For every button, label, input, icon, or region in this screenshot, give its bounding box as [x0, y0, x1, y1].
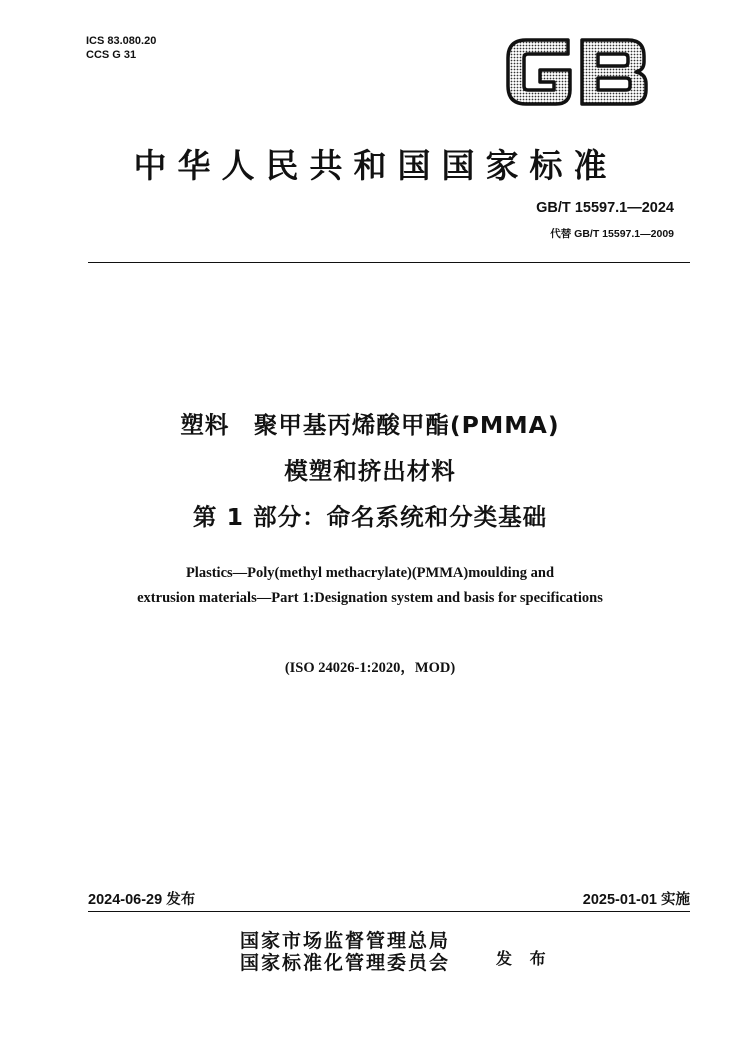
publish-label: 发 布: [496, 949, 552, 968]
iso-reference: (ISO 24026-1:2020，MOD): [284, 660, 456, 676]
issuing-authorities: [240, 930, 450, 974]
issuer-samr: 国家市场监督管理总局: [240, 930, 451, 952]
standard-number: GB/T 15597.1—2024: [536, 200, 674, 216]
implementation-date: 2025-01-01 实施: [582, 892, 690, 908]
footer-divider: [88, 911, 690, 912]
replaces-standard: 代替 GB/T 15597.1—2009: [550, 228, 674, 240]
gb-logo-icon: [498, 32, 654, 112]
chinese-title-line-3: 第 1 部分：命名系统和分类基础: [192, 503, 548, 531]
chinese-title-line-1: 塑料 聚甲基丙烯酸甲酯(PMMA): [180, 411, 560, 439]
chinese-title-line-2: 模塑和挤出材料: [284, 457, 456, 485]
issuer-sac: 国家标准化管理委员会: [240, 952, 451, 974]
english-title-line-2: extrusion materials—Part 1:Designation system and basis for specifications: [137, 590, 603, 606]
issue-date: 2024-06-29 发布: [88, 892, 196, 908]
ccs-code: CCS G 31: [86, 49, 137, 61]
ics-code: ICS 83.080.20: [86, 35, 157, 47]
english-title-line-1: Plastics—Poly(methyl methacrylate)(PMMA)moulding and: [185, 565, 555, 581]
header-divider: [88, 262, 690, 263]
classification-codes: [86, 34, 156, 62]
national-standard-title: 中华人民共和国国家标准: [133, 146, 618, 185]
